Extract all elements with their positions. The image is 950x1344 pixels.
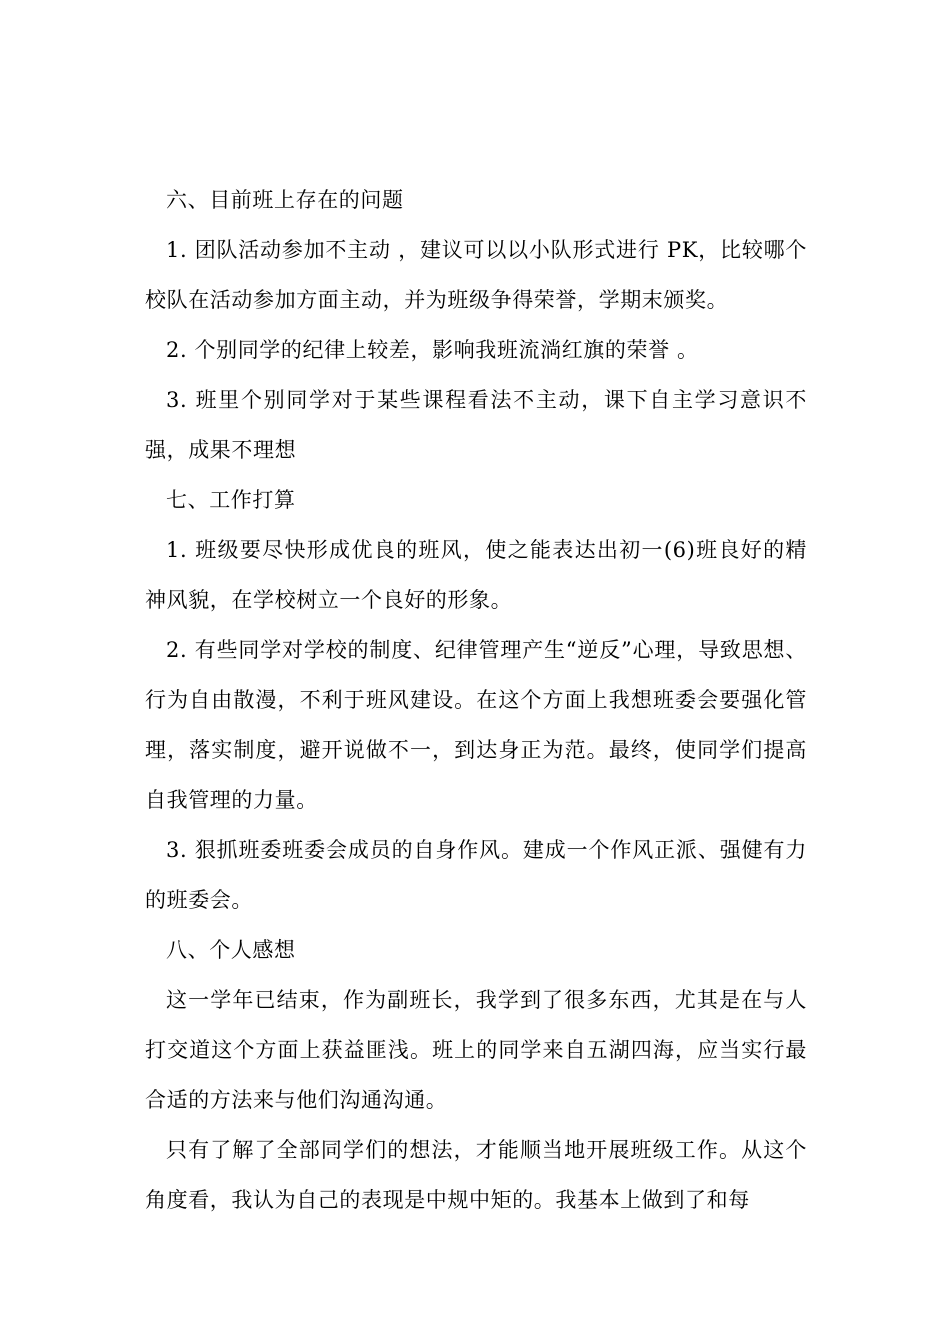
paragraph-plan-3: 3. 狠抓班委班委会成员的自身作风。建成一个作风正派、强健有力的班委会。 [145, 838, 807, 912]
paragraph-reflection-1: 这一学年已结束，作为副班长，我学到了很多东西，尤其是在与人打交道这个方面上获益匪浅。班上的同学来自五湖四海，应当实行最合适的方法来与他们沟通沟通。 [145, 988, 807, 1112]
paragraph-plan-2: 2. 有些同学对学校的制度、纪律管理产生“逆反”心理，导致思想、行为自由散漫，不利于班风建设。在这个方面上我想班委会要强化管理，落实制度，避开说做不一，到达身正为范。最终，使同学们提高自我管理的力量。 [145, 638, 807, 812]
paragraph-problem-2: 2. 个别同学的纪律上较差，影响我班流淌红旗的荣誉 。 [166, 338, 699, 362]
paragraph-problem-3: 3. 班里个别同学对于某些课程看法不主动，课下自主学习意识不强，成果不理想 [145, 388, 807, 462]
document-body [145, 175, 807, 1225]
section-heading-plans: 七、工作打算 [166, 488, 296, 512]
paragraph-problem-1: 1. 团队活动参加不主动 ，建议可以以小队形式进行 PK，比较哪个校队在活动参加方面主动，并为班级争得荣誉，学期末颁奖。 [145, 238, 807, 312]
section-heading-reflections: 八、个人感想 [166, 938, 296, 962]
paragraph-plan-1: 1. 班级要尽快形成优良的班风，使之能表达出初一(6)班良好的精神风貌，在学校树立一个良好的形象。 [145, 538, 807, 612]
section-heading-problems: 六、目前班上存在的问题 [166, 188, 404, 212]
paragraph-reflection-2: 只有了解了全部同学们的想法，才能顺当地开展班级工作。从这个角度看，我认为自己的表现是中规中矩的。我基本上做到了和每 [145, 1138, 807, 1212]
